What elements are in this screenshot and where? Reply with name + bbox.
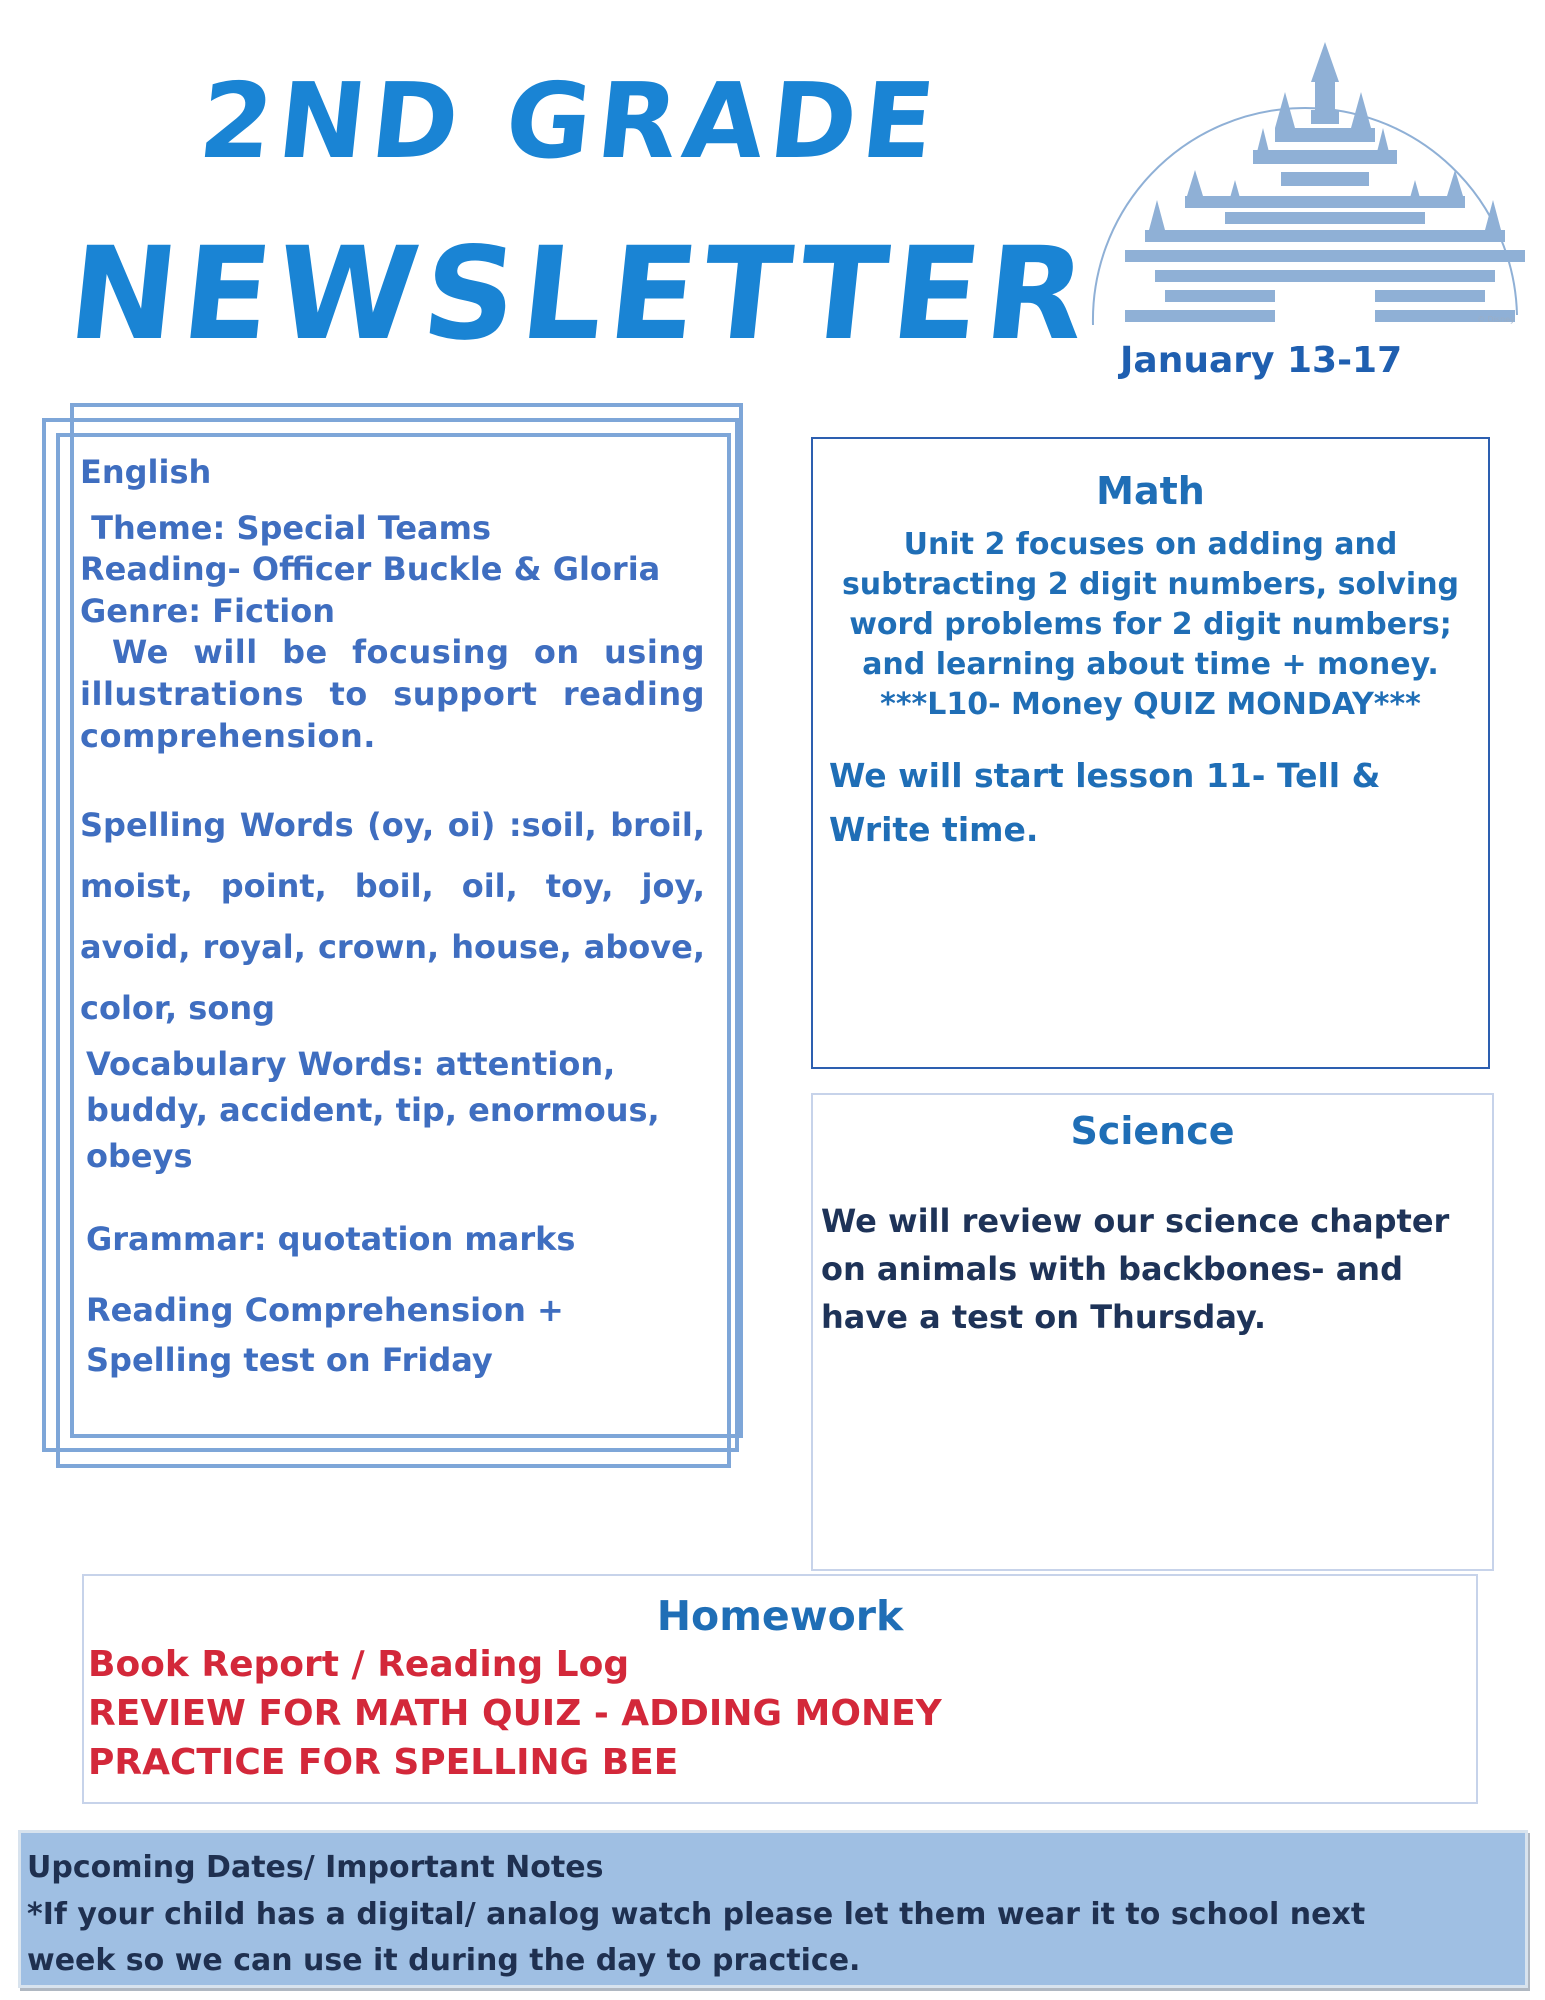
homework-heading: Homework [656,1592,904,1640]
science-section [811,1093,1494,1571]
notes-text: *If your child has a digital/ analog watch please let them wear it to school next week so we can use it during the day to practice. [27,1896,1366,1978]
math-heading: Math [1096,469,1205,513]
newsletter-date: January 13-17 [1120,340,1403,381]
math-next-lesson: We will start lesson 11- Tell & Write time. [829,756,1381,849]
homework-list [84,1640,1476,1787]
english-genre: Genre: Fiction [80,591,335,630]
grammar-topic: Grammar: quotation marks [86,1220,576,1259]
newsletter-title-line2: NEWSLETTER [62,220,1099,369]
homework-item: PRACTICE FOR SPELLING BEE [88,1742,679,1783]
newsletter-title-line1: 2ND GRADE [193,60,947,182]
english-focus: We will be focusing on using illustrations to support reading comprehension. [80,633,705,755]
homework-section [82,1574,1478,1804]
important-notes [18,1830,1528,1988]
math-quiz-text: ***L10- Money QUIZ MONDAY*** [880,687,1421,722]
logo-small-text: © Disney [1477,315,1515,324]
english-section [80,452,705,1385]
spelling-words: Spelling Words (oy, oi) :soil, broil, moist, point, boil, oil, toy, joy, avoid, royal, crown, house, above, color, song [80,806,705,1028]
english-test: Reading Comprehension + Spelling test on Friday [86,1290,564,1379]
homework-item: REVIEW FOR MATH QUIZ - ADDING MONEY [88,1693,942,1734]
english-heading: English [80,453,212,491]
science-text: We will review our science chapter on animals with backbones- and have a test on Thursday. [821,1202,1450,1336]
english-theme: Theme: Special Teams [80,508,491,547]
science-heading: Science [1070,1109,1235,1153]
vocabulary-words: Vocabulary Words: attention, buddy, accident, tip, enormous, obeys [86,1045,660,1176]
math-unit-text: Unit 2 focuses on adding and subtracting 2 digit numbers, solving word problems for 2 digit numbers; and learning about time + money. [841,527,1460,682]
english-reading: Reading- Officer Buckle & Gloria [80,550,661,589]
castle-icon [1085,20,1525,330]
homework-item: Book Report / Reading Log [88,1644,630,1685]
notes-heading: Upcoming Dates/ Important Notes [27,1850,604,1885]
math-section [811,437,1490,1069]
